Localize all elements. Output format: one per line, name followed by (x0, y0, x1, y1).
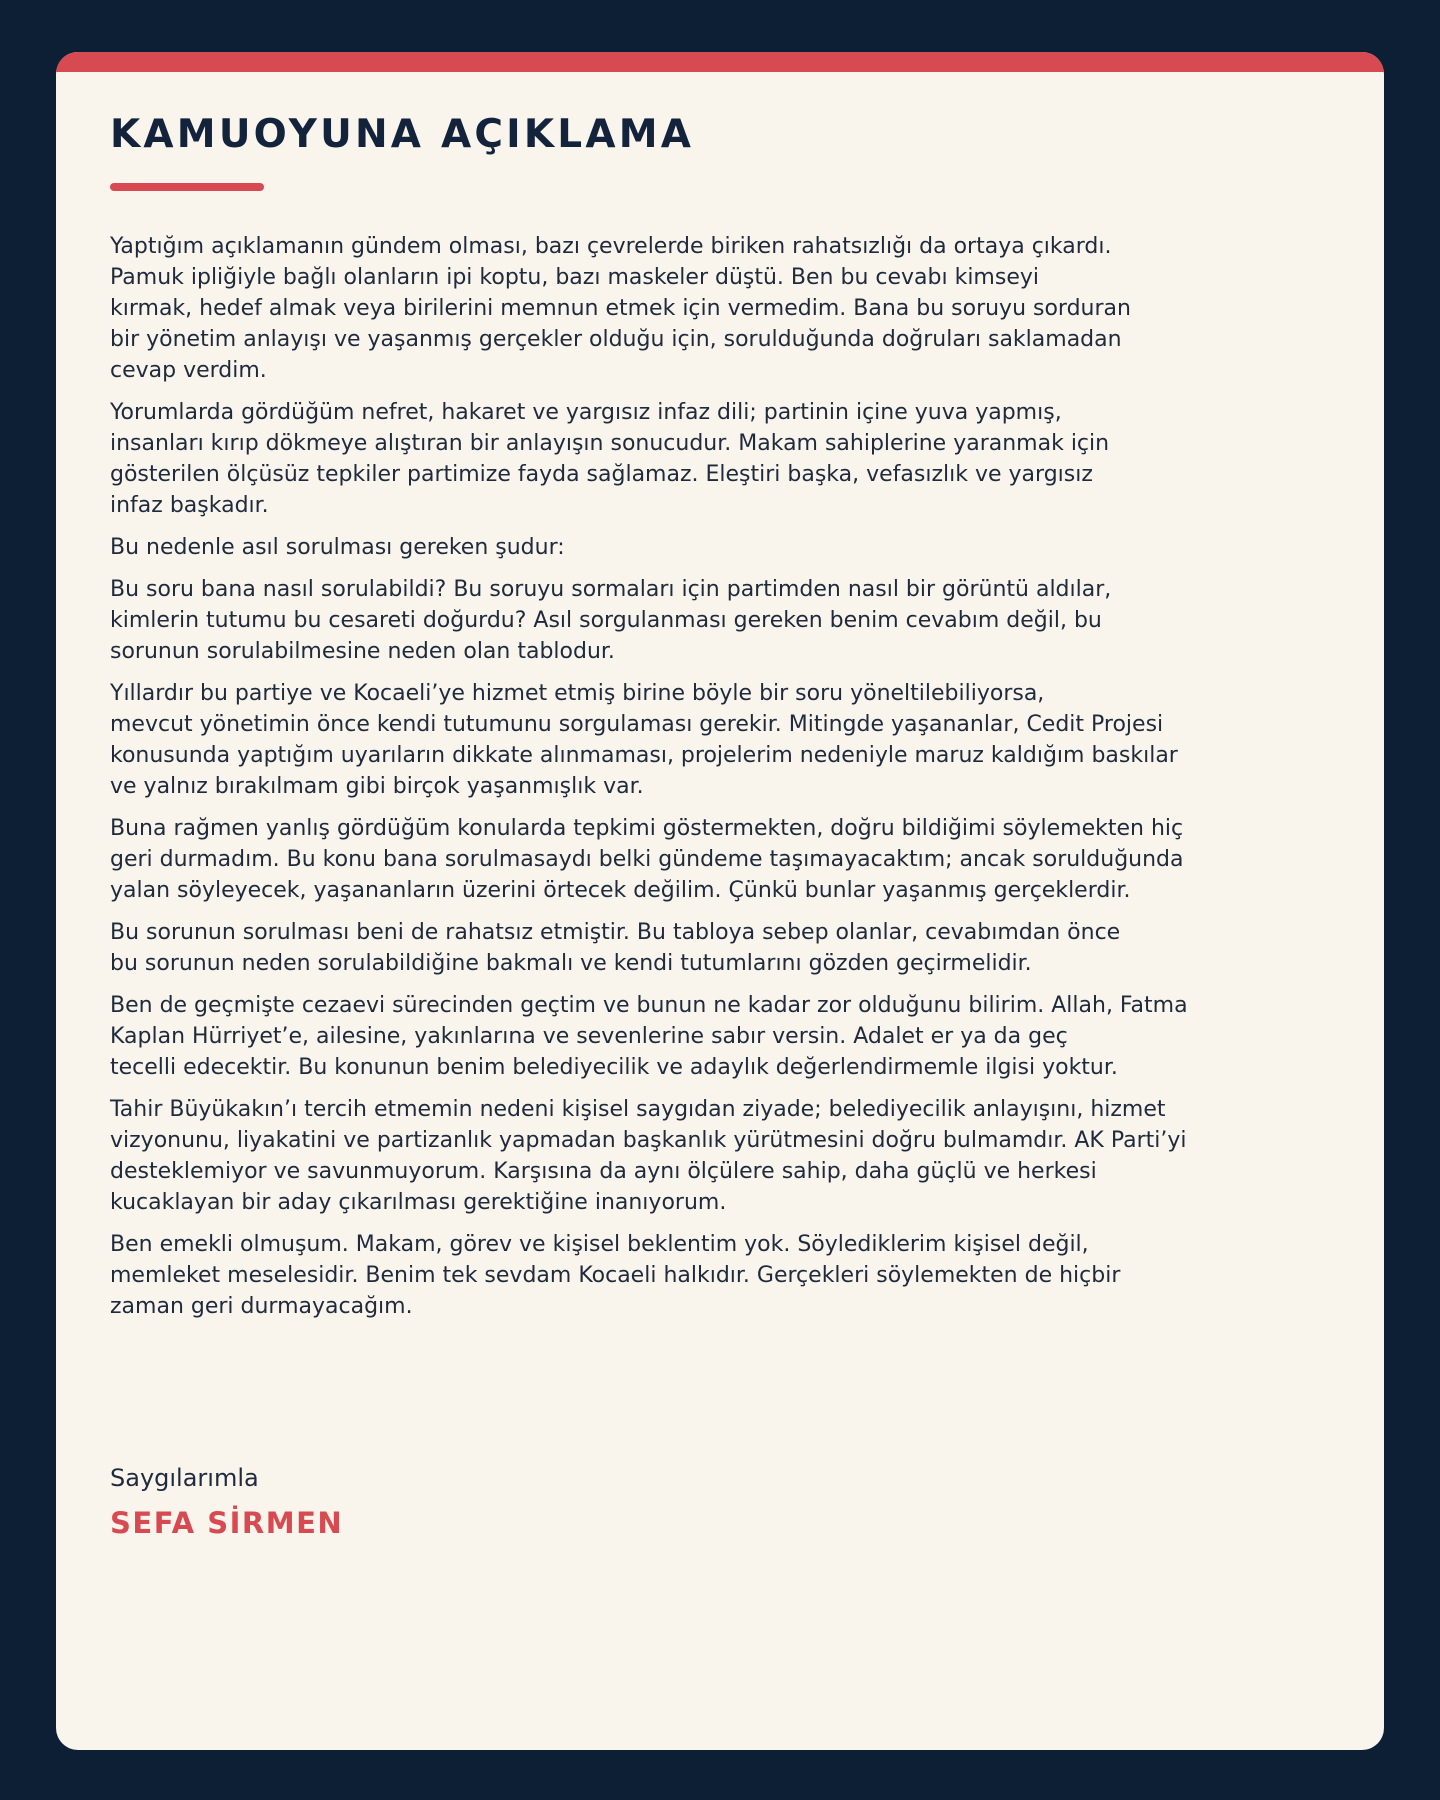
paragraph-10: Ben emekli olmuşum. Makam, görev ve kişisel beklentim yok. Söylediklerim kişisel değil, memleket meselesidir. Benim tek sevdam Kocaeli halkıdır. Gerçekleri söylemekten de hiçbir zaman geri durmayacağım. (110, 1231, 1121, 1319)
title-underline (110, 183, 264, 191)
paragraph-7: Bu sorunun sorulması beni de rahatsız etmiştir. Bu tabloya sebep olanlar, cevabımdan önce bu sorunun neden sorulabildiğine bakmalı ve kendi tutumlarını gözden geçirmelidir. (110, 919, 1121, 976)
paragraph-8: Ben de geçmişte cezaevi sürecinden geçtim ve bunun ne kadar zor olduğunu bilirim. Allah, Fatma Kaplan Hürriyet’e, ailesine, yakınlarına ve sevenlerine sabır versin. Adalet er ya da geç tecelli edecektir. Bu konunun benim belediyecilik ve adaylık değerlendirmemle ilgisi yoktur. (110, 992, 1188, 1080)
paragraph-2: Yorumlarda gördüğüm nefret, hakaret ve yargısız infaz dili; partinin içine yuva yapmış, insanları kırıp dökmeye alıştıran bir anlayışın sonucudur. Makam sahiplerine yaranmak için gösterilen ölçüsüz tepkiler partimize fayda sağlamaz. Eleştiri başka, vefasızlık ve yargısız infaz başkadır. (110, 399, 1110, 518)
signer-name: SEFA SİRMEN (110, 1506, 344, 1540)
paragraph-3: Bu nedenle asıl sorulması gereken şudur: (110, 534, 565, 560)
closing-line: Saygılarımla (110, 1464, 259, 1492)
paragraph-1: Yaptığım açıklamanın gündem olması, bazı çevrelerde biriken rahatsızlığı da ortaya çıkardı. Pamuk ipliğiyle bağlı olanların ipi koptu, bazı maskeler düştü. Ben bu cevabı kimseyi kırmak, hedef almak veya birilerini memnun etmek için vermedim. Bana bu soruyu sorduran bir yönetim anlayışı ve yaşanmış gerçekler olduğu için, sorulduğunda doğruları saklamadan cevap verdim. (110, 233, 1131, 383)
statement-title: KAMUOYUNA AÇIKLAMA (110, 112, 695, 157)
accent-top-bar (56, 52, 1384, 72)
statement-content (110, 112, 1360, 1333)
statement-card (56, 52, 1384, 1750)
statement-body (110, 231, 1360, 1322)
paragraph-9: Tahir Büyükakın’ı tercih etmemin nedeni kişisel saygıdan ziyade; belediyecilik anlayışını, hizmet vizyonunu, liyakatini ve partizanlık yapmadan başkanlık yürütmesini doğru bulmamdır. AK Parti’yi desteklemiyor ve savunmuyorum. Karşısına da aynı ölçülere sahip, daha güçlü ve herkesi kucaklayan bir aday çıkarılması gerektiğine inanıyorum. (110, 1096, 1187, 1215)
paragraph-5: Yıllardır bu partiye ve Kocaeli’ye hizmet etmiş birine böyle bir soru yöneltilebiliyorsa, mevcut yönetimin önce kendi tutumunu sorgulaması gerekir. Mitingde yaşananlar, Cedit Projesi konusunda yaptığım uyarıların dikkate alınmaması, projelerim nedeniyle maruz kaldığım baskılar ve yalnız bırakılmam gibi birçok yaşanmışlık var. (110, 680, 1178, 799)
paragraph-6: Buna rağmen yanlış gördüğüm konularda tepkimi göstermekten, doğru bildiğimi söylemekten hiç geri durmadım. Bu konu bana sorulmasaydı belki gündeme taşımayacaktım; ancak sorulduğunda yalan söyleyecek, yaşananların üzerini örtecek değilim. Çünkü bunlar yaşanmış gerçeklerdir. (110, 815, 1184, 903)
paragraph-4: Bu soru bana nasıl sorulabildi? Bu soruyu sormaları için partimden nasıl bir görüntü aldılar, kimlerin tutumu bu cesareti doğurdu? Asıl sorgulanması gereken benim cevabım değil, bu sorunun sorulabilmesine neden olan tablodur. (110, 576, 1112, 664)
signature-block (110, 1462, 343, 1540)
